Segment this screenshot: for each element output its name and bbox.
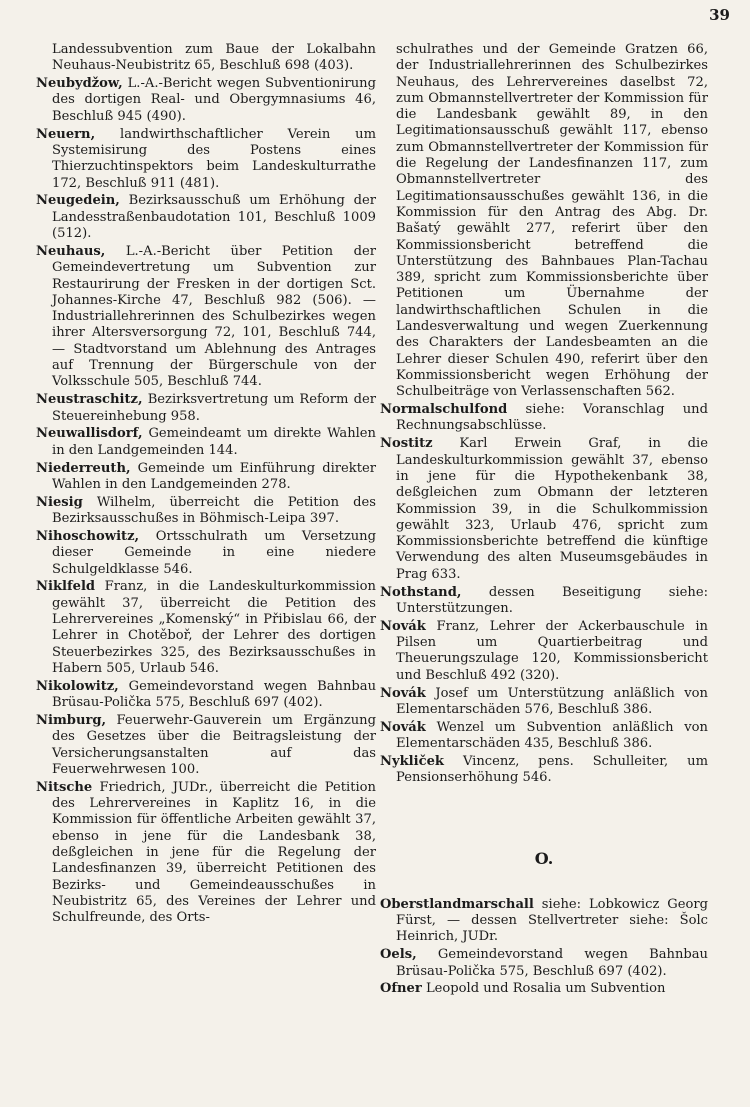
index-entry bbox=[380, 619, 708, 684]
index-entry bbox=[36, 780, 376, 927]
entry-text: Leopold und Rosalia um Subvention bbox=[425, 981, 666, 997]
index-entry bbox=[36, 193, 376, 242]
entry-text: Franz, Lehrer der Ackerbauschule in Pilsen um Quartierbeitrag und Theuerungszulage 120, Kommissionsbericht und Beschluß 492 (320). bbox=[396, 618, 708, 683]
entry-text: Gemeindevorstand wegen Bahnbau Brüsau-Polička 575, Beschluß 697 (402). bbox=[52, 678, 377, 711]
index-entry bbox=[36, 392, 376, 425]
entry-text: Karl Erwein Graf, in die Landeskulturkommission gewählt 37, ebenso in jene für die Hypothekenbank 38, deßgleichen zum Obmann der letzteren Kommission 39, in die Schulkommission gewählt 323, Urlaub 476, spricht zum Kommissionsberichte betreffend die künftige Verwendung des alten Museumsgebäudes in Prag 633. bbox=[396, 436, 708, 582]
index-entry bbox=[380, 42, 708, 401]
index-entry bbox=[36, 579, 376, 677]
entry-headword: Neuwallisdorf, bbox=[36, 426, 143, 442]
entry-headword: Neustraschitz, bbox=[36, 392, 143, 408]
entry-headword: Neubydžow, bbox=[36, 76, 123, 92]
entry-text: Ortsschulrath um Versetzung dieser Gemeinde in eine niedere Schulgeldklasse 546. bbox=[52, 528, 377, 577]
index-entry bbox=[36, 713, 376, 778]
index-entry bbox=[380, 897, 708, 946]
index-entry bbox=[380, 686, 708, 719]
entry-text: Gemeindevorstand wegen Bahnbau Brüsau-Polička 575, Beschluß 697 (402). bbox=[396, 947, 708, 979]
entry-text: Franz, in die Landeskulturkommission gewählt 37, überreicht die Petition des Lehrervereines „Komenský“ in Přibislau 66, der Lehrer in Chotěboř, der Lehrer des dortigen Steuerbezirkes 325, des Bezirksausschußes in Habern 505, Urlaub 546. bbox=[52, 579, 376, 676]
entry-headword: Niesig bbox=[36, 494, 83, 510]
index-entry bbox=[36, 529, 376, 578]
entry-headword: Neuhaus, bbox=[36, 243, 106, 259]
entry-headword: Niederreuth, bbox=[36, 460, 131, 476]
entry-text: Bezirksausschuß um Erhöhung der Landesstraßenbaudotation 101, Beschluß 1009 (512). bbox=[52, 193, 376, 242]
index-entry bbox=[380, 754, 708, 787]
index-entry bbox=[380, 585, 708, 618]
index-entry bbox=[36, 495, 376, 528]
entry-text: siehe: Lobkowicz Georg Fürst, — dessen Stellvertreter siehe: Šolc Heinrich, JUDr. bbox=[396, 896, 708, 945]
index-entry bbox=[36, 42, 376, 75]
entry-text: Gemeinde um Einführung direkter Wahlen in den Landgemeinden 278. bbox=[52, 460, 376, 492]
entry-headword: Nykliček bbox=[380, 753, 444, 769]
entry-headword: Ofner bbox=[380, 981, 422, 997]
entry-headword: Nostitz bbox=[380, 436, 433, 452]
page-number: 39 bbox=[709, 6, 730, 24]
entry-text: siehe: Voranschlag und Rechnungsabschlüsse. bbox=[396, 402, 708, 434]
entry-headword: Oberstlandmarschall bbox=[380, 896, 534, 912]
index-entry bbox=[36, 461, 376, 494]
entry-headword: Nihoschowitz, bbox=[36, 528, 140, 544]
index-entry bbox=[36, 679, 376, 712]
entry-headword: Oels, bbox=[380, 947, 417, 963]
entry-headword: Novák bbox=[380, 618, 426, 634]
entry-text: Wilhelm, überreicht die Petition des Bezirksausschußes in Böhmisch-Leipa 397. bbox=[52, 494, 376, 527]
entry-headword: Neuern, bbox=[36, 126, 96, 142]
index-entry bbox=[380, 402, 708, 435]
right-column bbox=[380, 42, 708, 999]
index-entry bbox=[36, 426, 376, 459]
entry-text: Gemeindeamt um direkte Wahlen in den Landgemeinden 144. bbox=[52, 426, 376, 458]
left-column bbox=[36, 42, 376, 928]
index-entry bbox=[36, 127, 376, 192]
entry-text: L.-A.-Bericht wegen Subventionirung des dortigen Real- und Obergymnasiums 46, Beschluß 945 (490). bbox=[52, 76, 376, 124]
entry-headword: Normalschulfond bbox=[380, 402, 508, 418]
entry-text: dessen Beseitigung siehe: Unterstützungen. bbox=[396, 584, 708, 616]
index-entry bbox=[380, 947, 708, 980]
index-entry bbox=[380, 720, 708, 753]
entry-text: Vincenz, pens. Schulleiter, um Pensionserhöhung 546. bbox=[396, 753, 708, 786]
entry-text: Friedrich, JUDr., überreicht die Petition des Lehrervereines in Kaplitz 16, in die Kommission für öffentliche Arbeiten gewählt 37, ebenso in jene für die Landesbank 38, deßgleichen in jene für die Regelung der Landesfinanzen 39, überreicht Petitionen des Bezirks- und Gemeindeausschußes in Neubistritz 65, des Vereines der Lehrer und Schulfreunde, des Orts- bbox=[52, 779, 376, 926]
entry-headword: Novák bbox=[380, 685, 426, 701]
entry-headword: Novák bbox=[380, 719, 426, 735]
entry-headword: Nimburg, bbox=[36, 713, 107, 728]
entry-text: Bezirksvertretung um Reform der Steuereinhebung 958. bbox=[52, 392, 376, 424]
entry-text: schulrathes und der Gemeinde Gratzen 66, der Industriallehrerinnen des Schulbezirkes Neuhaus, des Lehrervereines daselbst 72, zum Obmannstellvertreter der Kommission für die Landesbank gewählt 89, in den Legitimationsausschuß gewählt 117, ebenso zum Obmannstellvertreter der Kommission für die Regelung der Landesfinanzen 117, zum Obmannstellvertreter des Legitimationsausschußes gewählt 136, in die Kommission für den Antrag des Abg. Dr. Bašatý gewählt 277, referirt über den Kommissionsbericht betreffend die Unterstützung des Bahnbaues Plan-Tachau 389, spricht zum Kommissionsberichte über Petitionen um Übernahme der landwirthschaftlichen Schulen in die Landesverwaltung und wegen Zuerkennung des Charakters der Landesbeamten an die Lehrer dieser Schulen 490, referirt über den Kommissionsbericht wegen Erhöhung der Schulbeiträge von Verlassenschaften 562. bbox=[396, 42, 708, 400]
entry-headword: Neugedein, bbox=[36, 193, 120, 209]
entry-text: Wenzel um Subvention anläßlich von Elementarschäden 435, Beschluß 386. bbox=[396, 719, 708, 752]
entry-text: landwirthschaftlicher Verein um Systemisirung des Postens eines Thierzuchtinspektors beim Landeskulturrathe 172, Beschluß 911 (481). bbox=[52, 126, 376, 191]
entry-text: Josef um Unterstützung anläßlich von Elementarschäden 576, Beschluß 386. bbox=[396, 685, 708, 717]
entry-headword: Nothstand, bbox=[380, 584, 462, 600]
index-entry bbox=[380, 436, 708, 583]
entry-text: Feuerwehr-Gauverein um Ergänzung des Gesetzes über die Beitragsleistung der Versicherungsanstalten auf das Feuerwehrwesen 100. bbox=[52, 713, 376, 777]
entry-text: Landessubvention zum Baue der Lokalbahn Neuhaus-Neubistritz 65, Beschluß 698 (403). bbox=[52, 42, 376, 74]
index-entry bbox=[36, 244, 376, 391]
entry-headword: Nitsche bbox=[36, 779, 93, 795]
entry-text: L.-A.-Bericht über Petition der Gemeindevertretung um Subvention zur Restaurirung der Fresken in der dortigen Sct. Johannes-Kirche 47, Beschluß 982 (506). — Industriallehrerinnen des Schulbezirkes wegen ihrer Altersversorgung 72, 101, Beschluß 744, — Stadtvorstand um Ablehnung des Antrages auf Trennung der Bürgerschule von der Volksschule 505, Beschluß 744. bbox=[52, 243, 376, 390]
index-entry bbox=[380, 981, 708, 997]
entry-headword: Niklfeld bbox=[36, 579, 96, 595]
entry-headword: Nikolowitz, bbox=[36, 678, 119, 694]
index-entry bbox=[36, 76, 376, 125]
section-letter-heading: O. bbox=[534, 848, 554, 868]
